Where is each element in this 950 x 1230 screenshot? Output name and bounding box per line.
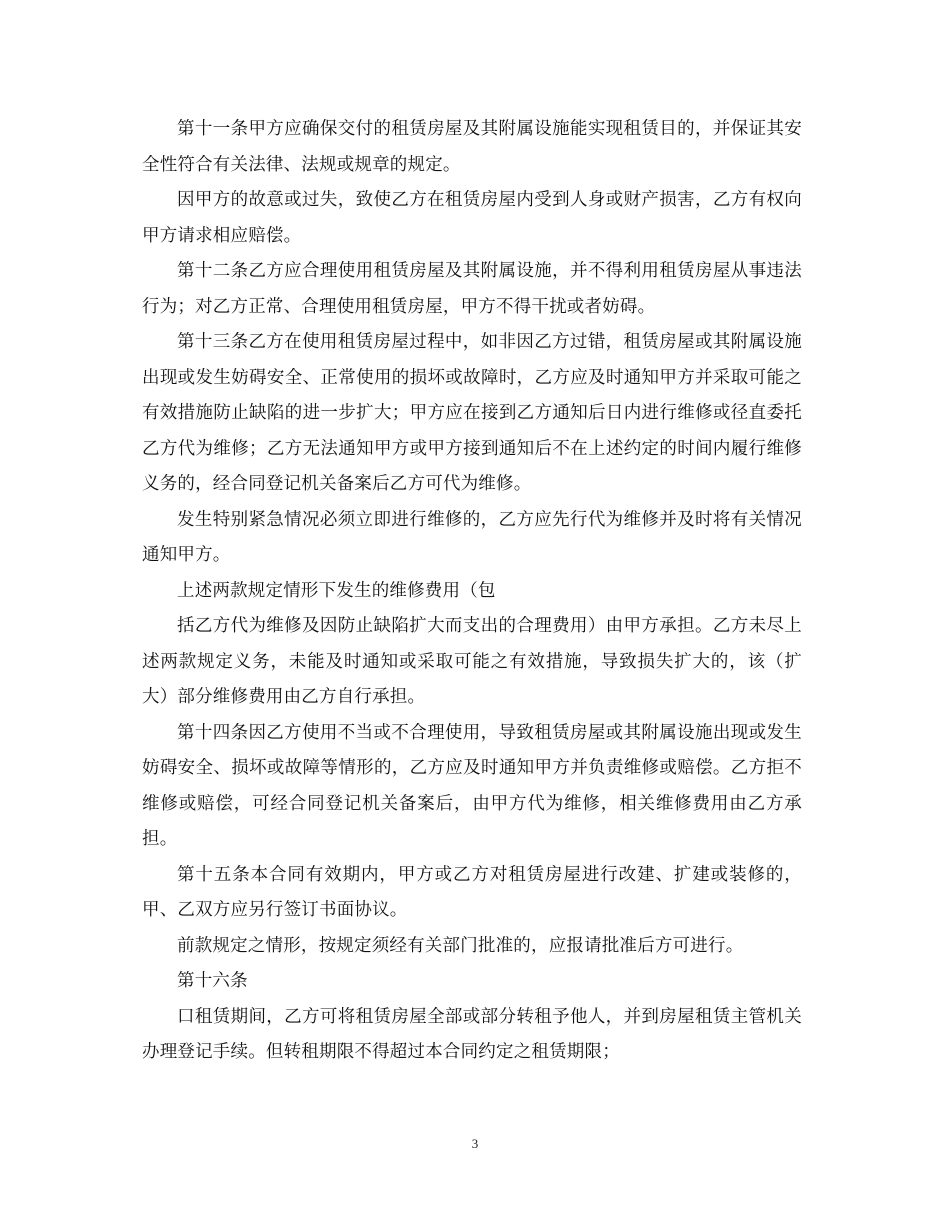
paragraph-repair-costs-start: 上述两款规定情形下发生的维修费用（包 — [177, 580, 496, 601]
paragraph-article-11: 第十一条甲方应确保交付的租赁房屋及其附属设施能实现租赁目的，并保证其安全性符合有关法律、法规或规章的规定。 — [142, 119, 802, 175]
paragraph-approval: 前款规定之情形，按规定须经有关部门批准的，应报请批准后方可进行。 — [177, 935, 744, 956]
paragraph-repair-costs-continued: 括乙方代为维修及因防止缺陷扩大而支出的合理费用）由甲方承担。乙方未尽上述两款规定义务，未能及时通知或采取可能之有效措施，导致损失扩大的，该（扩大）部分维修费用由乙方自行承担。 — [142, 616, 802, 707]
paragraph-emergency-repair: 发生特别紧急情况必须立即进行维修的，乙方应先行代为维修并及时将有关情况通知甲方。 — [142, 509, 802, 565]
paragraph-article-13: 第十三条乙方在使用租赁房屋过程中，如非因乙方过错，租赁房屋或其附属设施出现或发生妨碍安全、正常使用的损坏或故障时，乙方应及时通知甲方并采取可能之有效措施防止缺陷的进一步扩大；甲方应在接到乙方通知后日内进行维修或径直委托乙方代为维修；乙方无法通知甲方或甲方接到通知后不在上述约定的时间内履行维修义务的，经合同登记机关备案后乙方可代为维修。 — [142, 332, 802, 494]
paragraph-article-16-heading: 第十六条 — [177, 971, 248, 991]
paragraph-sublease: 口租赁期间，乙方可将租赁房屋全部或部分转租予他人，并到房屋租赁主管机关办理登记手续。但转租期限不得超过本合同约定之租赁期限； — [142, 1006, 802, 1062]
paragraph-article-12: 第十二条乙方应合理使用租赁房屋及其附属设施，并不得利用租赁房屋从事违法行为；对乙方正常、合理使用租赁房屋，甲方不得干扰或者妨碍。 — [142, 261, 802, 317]
paragraph-article-14: 第十四条因乙方使用不当或不合理使用，导致租赁房屋或其附属设施出现或发生妨碍安全、损坏或故障等情形的，乙方应及时通知甲方并负责维修或赔偿。乙方拒不维修或赔偿，可经合同登记机关备案后，由甲方代为维修，相关维修费用由乙方承担。 — [142, 722, 802, 849]
document-body — [142, 112, 802, 1071]
paragraph-article-15: 第十五条本合同有效期内，甲方或乙方对租赁房屋进行改建、扩建或装修的，甲、乙双方应另行签订书面协议。 — [142, 864, 802, 920]
paragraph-landlord-fault: 因甲方的故意或过失，致使乙方在租赁房屋内受到人身或财产损害，乙方有权向甲方请求相应赔偿。 — [142, 190, 802, 246]
page-number: 3 — [471, 1136, 479, 1151]
